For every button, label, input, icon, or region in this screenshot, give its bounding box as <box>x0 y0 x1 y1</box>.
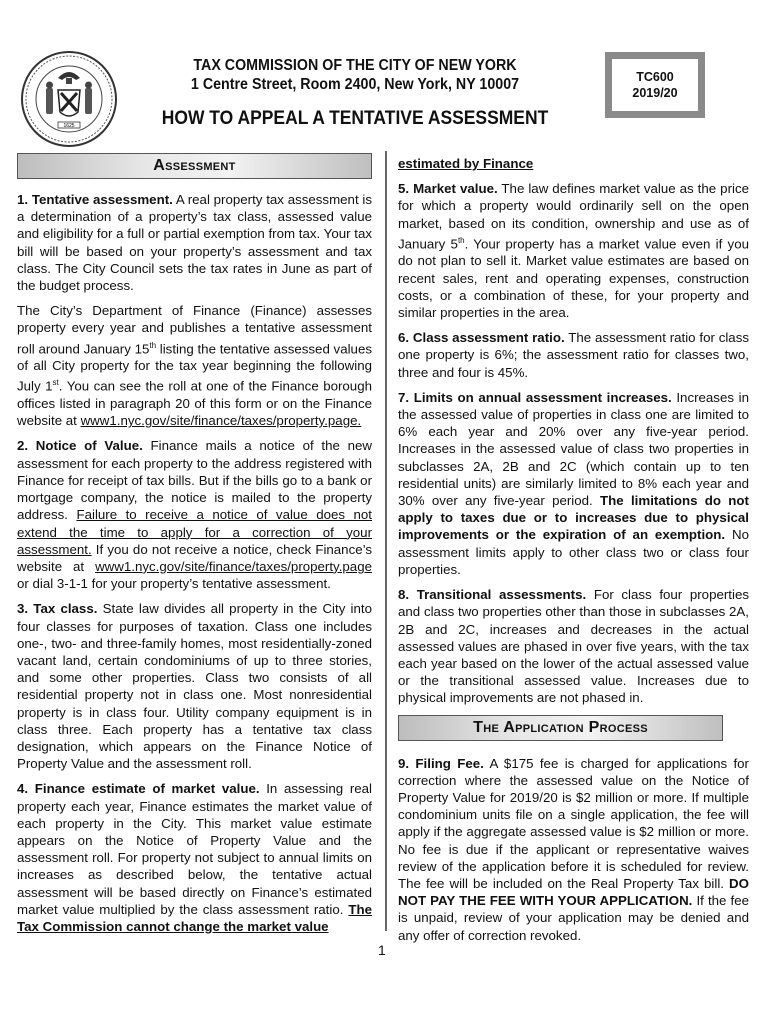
paragraph-1b: The City’s Department of Finance (Finance) assesses property every year and publishes a tentative assessment roll around January 15th listing the tentative assessed values of all City property for the tax year beginning the following July 1st. You can see the roll at one of the Finance borough offices listed in paragraph 20 of this form or on the Finance website at www1.nyc.gov/site/finance/taxes/property.page. <box>17 303 372 429</box>
form-id-box <box>605 52 705 118</box>
paragraph-1: 1. Tentative assessment. A real property tax assessment is a determination of a property’s tax class, assessed value and eligibility for a full or partial exemption from tax. Your tax bill will be based on your property’s assessment and tax class. The City Council sets the tax rates in June as part of the budget process. <box>17 192 372 294</box>
page-number: 1 <box>378 942 386 958</box>
paragraph-8: 8. Transitional assessments. For class four properties and class two properties other than those in subclasses 2A, 2B and 2C, increases and decreases in the actual assessed values are phased in over five years, with the tax each year based on the lower of the actual assessed value or the transitional assessed value. Increases due to physical improvements are not phased in. <box>398 587 749 706</box>
paragraph-7: 7. Limits on annual assessment increases. Increases in the assessed value of properties in class one are limited to 6% each year and 20% over any five-year period. Increases in the assessed value of class two properties in subclasses 2A, 2B and 2C (which contain up to ten residential units) are similarly limited to 8% each year and 30% over any five-year period. The limitations do not apply to taxes due or to increases due to physical improvements or the expiration of an exemption. No assessment limits apply to other class two or class four properties. <box>398 389 749 577</box>
paragraph-4: 4. Finance estimate of market value. In assessing real property each year, Finance estimates the market value of each property in the City. This market value estimate appears on the Notice of Property Value and the assessment roll. For property not subject to annual limits on increases as described below, the tentative actual assessment will be based directly on Finance’s estimated market value multiplied by the class assessment ratio. The Tax Commission cannot change the market value <box>17 781 372 934</box>
page-title: HOW TO APPEAL A TENTATIVE ASSESSMENT <box>161 108 549 129</box>
column-divider <box>385 151 387 931</box>
paragraph-6: 6. Class assessment ratio. The assessment ratio for class one property is 6%; the assessment ratio for classes two, three and four is 45%. <box>398 330 749 380</box>
svg-text:1625: 1625 <box>63 123 75 129</box>
section-header-application-process: The Application Process <box>398 715 723 741</box>
section-header-assessment: Assessment <box>17 153 372 179</box>
document-header <box>130 56 580 130</box>
seal-icon <box>20 50 118 148</box>
left-column <box>17 153 372 943</box>
finance-website-link[interactable]: www1.nyc.gov/site/finance/taxes/property.page. <box>80 413 362 429</box>
agency-name: TAX COMMISSION OF THE CITY OF NEW YORK <box>193 57 517 74</box>
paragraph-4-continued: estimated by Finance <box>398 156 534 171</box>
form-year: 2019/20 <box>632 86 678 100</box>
form-id: TC600 <box>636 70 674 84</box>
agency-address: 1 Centre Street, Room 2400, New York, NY 10007 <box>190 76 520 93</box>
nyc-seal-logo <box>20 50 118 148</box>
finance-website-link-2[interactable]: www1.nyc.gov/site/finance/taxes/property.page <box>95 558 372 574</box>
paragraph-2: 2. Notice of Value. Finance mails a notice of the new assessment for each property to the address registered with Finance for receipt of tax bills. But if the bills go to a bank or mortgage company, the notice is mailed to the property address. Failure to receive a notice of value does not extend the time to apply for a correction of your assessment. If you do not receive a notice, check Finance’s website at www1.nyc.gov/site/finance/taxes/property.page or dial 3-1-1 for your property’s tentative assessment. <box>17 438 372 592</box>
paragraph-9: 9. Filing Fee. A $175 fee is charged for applications for correction where the assessed value on the Notice of Property Value for 2019/20 is $2 million or more. If multiple condominium units file on a single application, the fee will apply if the aggregate assessed value is $2 million or more. No fee is due if the applicant or representative waives review of the application before it is scheduled for review. The fee will be included on the Real Property Tax bill. DO NOT PAY THE FEE WITH YOUR APPLICATION. If the fee is unpaid, review of your application may be denied and any offer of correction revoked. <box>398 755 749 943</box>
paragraph-3: 3. Tax class. State law divides all property in the City into four classes for purposes of taxation. Class one includes one-, two- and three-family homes, most residentially-zoned vacant land, certain condominiums of up to three stories, and some other properties. Class two consists of all residential property not in class one. Most nonresidential property is in class four. Utility company equipment is in class three. Each property has a tentative tax class designation, which appears on the Finance Notice of Property Value and the assessment roll. <box>17 601 372 772</box>
right-column <box>398 155 749 952</box>
paragraph-5: 5. Market value. The law defines market value as the price for which a property would ordinarily sell on the open market, based on its condition, ownership and use as of January 5th. Your property has a market value even if you do not plan to sell it. Market value estimates are based on recent sales, rent and operating expenses, construction costs, or a combination of these, for your property and similar properties in the area. <box>398 181 749 321</box>
